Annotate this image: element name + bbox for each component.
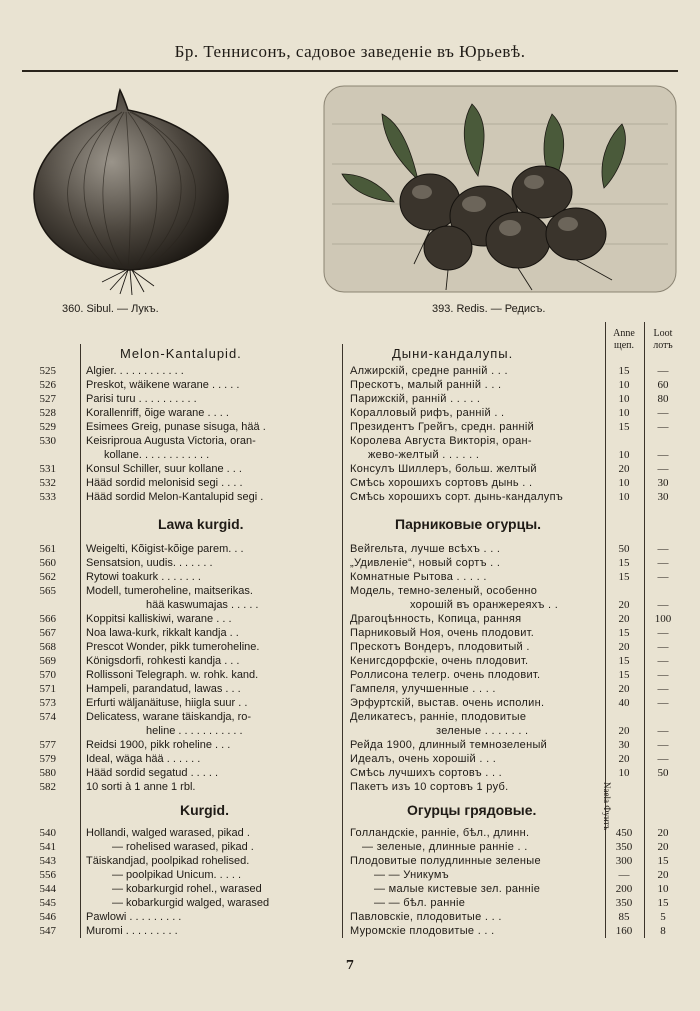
price-loot: — — [657, 627, 669, 639]
item-number: 540 — [39, 827, 56, 839]
price-loot: 100 — [654, 613, 672, 625]
item-name-est: Täiskandjad, poolpikad rohelised. — [86, 855, 250, 867]
item-name-rus: Рейда 1900, длинный темнозеленый — [350, 739, 548, 751]
table-row — [0, 612, 700, 626]
price-loot: — — [657, 463, 669, 475]
price-anne: 300 — [615, 855, 633, 867]
col-loot-header — [648, 328, 678, 352]
table-row — [0, 626, 700, 640]
table-row — [0, 640, 700, 654]
item-name-est: — kobarkurgid walged, warased — [112, 897, 270, 909]
price-loot: — — [657, 669, 669, 681]
item-name-est: Königsdorfi, rohkesti kandja . . . — [86, 655, 240, 667]
item-name-rus: Коралловый рифъ, ранній . . — [350, 407, 505, 419]
item-name-est: Hääd sordid segatud . . . . . — [86, 767, 219, 779]
price-anne: 20 — [618, 683, 630, 695]
table-row — [0, 826, 700, 840]
item-name-est: Sensatsion, uudis. . . . . . . — [86, 557, 213, 569]
table-row — [0, 570, 700, 584]
item-number: 567 — [39, 627, 56, 639]
table-row — [0, 598, 700, 612]
table-row — [0, 584, 700, 598]
price-anne: 20 — [618, 641, 630, 653]
price-anne: 350 — [615, 897, 633, 909]
item-name-rus: Прескотъ, малый ранній . . . — [350, 379, 502, 391]
item-name-rus: — — Уникумъ — [374, 869, 449, 881]
section-title-kurgid-est: Kurgid. — [180, 802, 229, 818]
table-row — [0, 724, 700, 738]
table-row — [0, 364, 700, 378]
item-number: 530 — [39, 435, 56, 447]
item-name-rus: Королева Августа Викторія, оран- — [350, 435, 532, 447]
item-name-rus: Парниковый Ноя, очень плодовит. — [350, 627, 535, 639]
price-loot: 60 — [657, 379, 669, 391]
item-number: 561 — [39, 543, 56, 555]
price-anne: 350 — [615, 841, 633, 853]
item-number: 529 — [39, 421, 56, 433]
item-name-rus: — — бѣл. ранніе — [374, 897, 466, 909]
item-name-est: Hääd sordid Melon-Kantalupid segi . — [86, 491, 264, 503]
price-anne: — — [618, 869, 630, 881]
item-number: 527 — [39, 393, 56, 405]
table-row — [0, 780, 700, 794]
item-number: 544 — [39, 883, 56, 895]
item-name-est: Reidsi 1900, pikk roheline . . . — [86, 739, 231, 751]
item-name-est: Pawlowi . . . . . . . . . — [86, 911, 182, 923]
item-name-est: — poolpikad Unicum. . . . . — [112, 869, 241, 881]
item-name-rus: Голландскіе, ранніе, бѣл., длинн. — [350, 827, 530, 839]
item-name-est: Noa lawa-kurk, rikkalt kandja . . — [86, 627, 239, 639]
item-name-rus: зеленые . . . . . . . — [436, 725, 529, 737]
item-name-rus: — зеленые, длинные ранніе . . — [362, 841, 528, 853]
radish-illustration — [322, 84, 678, 294]
price-anne: 20 — [618, 725, 630, 737]
item-name-rus: Роллисона телегр. очень плодовит. — [350, 669, 541, 681]
item-name-rus: Пакетъ изъ 10 сортовъ 1 руб. — [350, 781, 509, 793]
price-anne: 15 — [618, 669, 630, 681]
col-anne-header — [606, 328, 642, 352]
table-row — [0, 766, 700, 780]
price-anne: 20 — [618, 599, 630, 611]
price-loot: — — [657, 599, 669, 611]
item-number: 571 — [39, 683, 56, 695]
price-anne: 15 — [618, 627, 630, 639]
item-number: 582 — [39, 781, 56, 793]
price-anne: 10 — [618, 767, 630, 779]
item-name-est: Esimees Greig, punase sisuga, hää . — [86, 421, 266, 433]
item-name-rus: Муромскіе плодовитые . . . — [350, 925, 495, 937]
item-name-rus: жево-желтый . . . . . . — [368, 449, 480, 461]
table-row — [0, 910, 700, 924]
price-anne: 10 — [618, 393, 630, 405]
price-anne: 40 — [618, 697, 630, 709]
item-name-est: Muromi . . . . . . . . . — [86, 925, 178, 937]
section-title-melon-rus: Дыни-кандалупы. — [392, 346, 514, 361]
table-row — [0, 406, 700, 420]
item-number: 565 — [39, 585, 56, 597]
table-row — [0, 542, 700, 556]
item-name-est: Rollissoni Telegraph. w. rohk. kand. — [86, 669, 259, 681]
table-row — [0, 752, 700, 766]
item-name-est: kollane. . . . . . . . . . . . — [104, 449, 210, 461]
item-number: 528 — [39, 407, 56, 419]
item-number: 580 — [39, 767, 56, 779]
price-anne: 20 — [618, 613, 630, 625]
price-loot: 50 — [657, 767, 669, 779]
price-anne: 85 — [618, 911, 630, 923]
item-number: 531 — [39, 463, 56, 475]
item-name-est: — rohelised warased, pikad . — [112, 841, 254, 853]
price-loot: 30 — [657, 491, 669, 503]
item-name-est: Ideal, wäga hää . . . . . . — [86, 753, 201, 765]
item-number: 579 — [39, 753, 56, 765]
price-loot: — — [657, 407, 669, 419]
onion-caption: 360. Sibul. — Лукъ. — [62, 303, 159, 315]
price-anne: 50 — [618, 543, 630, 555]
item-name-est: hää kaswumajas . . . . . — [146, 599, 259, 611]
table-row — [0, 462, 700, 476]
table-row — [0, 434, 700, 448]
table-row — [0, 710, 700, 724]
price-anne: 15 — [618, 421, 630, 433]
item-name-rus: Гампеля, улучшенные . . . . — [350, 683, 496, 695]
price-loot: — — [657, 697, 669, 709]
item-number: 577 — [39, 739, 56, 751]
item-number: 533 — [39, 491, 56, 503]
price-loot: 20 — [657, 869, 669, 881]
page-number: 7 — [345, 958, 355, 972]
table-row — [0, 868, 700, 882]
item-number: 569 — [39, 655, 56, 667]
item-name-rus: Комнатные Рытова . . . . . — [350, 571, 487, 583]
item-number: 566 — [39, 613, 56, 625]
price-loot: — — [657, 543, 669, 555]
item-name-rus: Алжирскій, средне ранній . . . — [350, 365, 508, 377]
table-row — [0, 490, 700, 504]
price-anne: 10 — [618, 407, 630, 419]
item-name-est: Parisi turu . . . . . . . . . . — [86, 393, 197, 405]
table-row — [0, 882, 700, 896]
item-name-est: Rytowi toakurk . . . . . . . — [86, 571, 201, 583]
item-name-est: Koppitsi kalliskiwi, warane . . . — [86, 613, 232, 625]
price-loot: 10 — [657, 883, 669, 895]
onion-illustration — [20, 82, 240, 297]
item-number: 556 — [39, 869, 56, 881]
item-name-rus: Идеалъ, очень хорошій . . . — [350, 753, 497, 765]
price-anne: 450 — [615, 827, 633, 839]
price-loot: — — [657, 683, 669, 695]
section-title-kurgid-rus: Огурцы грядовые. — [407, 802, 537, 818]
item-name-est: Prescot Wonder, pikk tumeroheline. — [86, 641, 260, 653]
price-loot: 15 — [657, 897, 669, 909]
item-name-est: — kobarkurgid rohel., warased — [112, 883, 262, 895]
price-loot: — — [657, 753, 669, 765]
price-loot: 8 — [660, 925, 666, 937]
price-anne: 15 — [618, 365, 630, 377]
item-name-est: Weigelti, Kõigist-kõige parem. . . — [86, 543, 244, 555]
item-number: 573 — [39, 697, 56, 709]
item-number: 532 — [39, 477, 56, 489]
item-name-est: Hääd sordid melonisid segi . . . . — [86, 477, 243, 489]
price-anne: 160 — [615, 925, 633, 937]
item-name-rus: Вейгельта, лучше всѣхъ . . . — [350, 543, 501, 555]
section-title-lawa-rus: Парниковые огурцы. — [395, 516, 542, 532]
price-loot: 80 — [657, 393, 669, 405]
price-loot: — — [657, 557, 669, 569]
item-name-rus: Эрфуртскій, выстав. очень исполин. — [350, 697, 545, 709]
item-name-rus: — малые кистевые зел. ранніе — [374, 883, 541, 895]
price-anne: 30 — [618, 739, 630, 751]
item-name-est: Keisriproua Augusta Victoria, oran- — [86, 435, 256, 447]
price-loot: — — [657, 655, 669, 667]
item-name-est: Preskot, wäikene warane . . . . . — [86, 379, 240, 391]
item-name-rus: Кенигсдорфскіе, очень плодовит. — [350, 655, 529, 667]
item-name-rus: Прескотъ Вондеръ, плодовитый . — [350, 641, 530, 653]
table-row — [0, 854, 700, 868]
table-row — [0, 378, 700, 392]
price-loot: — — [657, 449, 669, 461]
item-number: 574 — [39, 711, 56, 723]
item-name-est: Erfurti wäljanäituse, hiigla suur . . — [86, 697, 248, 709]
price-loot: — — [657, 421, 669, 433]
item-number: 543 — [39, 855, 56, 867]
price-anne: 15 — [618, 571, 630, 583]
item-name-rus: Смѣсь хорошихъ сортовъ дынь . . — [350, 477, 533, 489]
item-name-est: heline . . . . . . . . . . . — [146, 725, 243, 737]
item-name-est: Delicatess, warane täiskandja, ro- — [86, 711, 252, 723]
item-number: 546 — [39, 911, 56, 923]
col-loot-label: Loot — [653, 328, 673, 339]
col-anne-label: Anne — [613, 328, 635, 339]
item-name-rus: Деликатесъ, ранніе, плодовитые — [350, 711, 527, 723]
col-anne-sub: щеп. — [614, 340, 634, 351]
price-loot: — — [657, 725, 669, 737]
table-row — [0, 392, 700, 406]
price-anne: 15 — [618, 557, 630, 569]
item-name-est: Korallenriff, õige warane . . . . — [86, 407, 229, 419]
table-row — [0, 682, 700, 696]
table-row — [0, 896, 700, 910]
table-row — [0, 668, 700, 682]
price-anne: 10 — [618, 491, 630, 503]
item-name-rus: Президентъ Грейгъ, средн. ранній — [350, 421, 535, 433]
radish-caption: 393. Redis. — Редисъ. — [432, 303, 546, 315]
item-name-rus: Модель, темно-зеленый, особенно — [350, 585, 538, 597]
item-name-rus: хорошій въ оранжереяхъ . . — [410, 599, 559, 611]
header-rule — [22, 70, 678, 72]
col-loot-sub: лотъ — [653, 340, 673, 351]
naela-column-label: Naela Фунтъ — [602, 782, 612, 831]
table-row — [0, 556, 700, 570]
price-loot: — — [657, 641, 669, 653]
item-name-rus: Парижскій, ранній . . . . . — [350, 393, 481, 405]
price-loot: — — [657, 365, 669, 377]
item-number: 525 — [39, 365, 56, 377]
price-anne: 200 — [615, 883, 633, 895]
item-name-rus: Плодовитые полудлинные зеленые — [350, 855, 541, 867]
item-name-rus: Смѣсь хорошихъ сорт. дынь-кандалупъ — [350, 491, 564, 503]
price-anne: 10 — [618, 379, 630, 391]
table-row — [0, 924, 700, 938]
item-name-rus: Драгоцѣнность, Копица, ранняя — [350, 613, 522, 625]
table-row — [0, 476, 700, 490]
item-name-est: Algier. . . . . . . . . . . . — [86, 365, 184, 377]
section-title-lawa-est: Lawa kurgid. — [158, 516, 244, 532]
item-number: 560 — [39, 557, 56, 569]
item-number: 562 — [39, 571, 56, 583]
item-number: 545 — [39, 897, 56, 909]
price-loot: 15 — [657, 855, 669, 867]
price-anne: 20 — [618, 463, 630, 475]
item-name-est: Konsul Schiller, suur kollane . . . — [86, 463, 242, 475]
section-title-melon-est: Melon-Kantalupid. — [120, 346, 242, 361]
table-row — [0, 696, 700, 710]
item-name-est: Modell, tumeroheline, maitserikas. — [86, 585, 253, 597]
price-anne: 15 — [618, 655, 630, 667]
item-number: 526 — [39, 379, 56, 391]
price-anne: 10 — [618, 449, 630, 461]
table-row — [0, 840, 700, 854]
price-loot: 30 — [657, 477, 669, 489]
item-name-rus: Павловскіе, плодовитые . . . — [350, 911, 502, 923]
item-number: 568 — [39, 641, 56, 653]
item-name-est: 10 sorti à 1 anne 1 rbl. — [86, 781, 196, 793]
item-name-rus: Консулъ Шиллеръ, больш. желтый — [350, 463, 537, 475]
price-loot: — — [657, 571, 669, 583]
item-number: 547 — [39, 925, 56, 937]
price-loot: 20 — [657, 827, 669, 839]
price-loot: 5 — [660, 911, 666, 923]
item-number: 570 — [39, 669, 56, 681]
item-name-rus: Смѣсь лучшихъ сортовъ . . . — [350, 767, 503, 779]
table-row — [0, 420, 700, 434]
price-anne: 10 — [618, 477, 630, 489]
item-name-est: Hampeli, parandatud, lawas . . . — [86, 683, 241, 695]
price-loot: — — [657, 739, 669, 751]
price-anne: 20 — [618, 753, 630, 765]
item-number: 541 — [39, 841, 56, 853]
item-name-rus: „Удивленіе“, новый сортъ . . — [350, 557, 501, 569]
page-header: Бр. Теннисонъ, садовое заведеніе въ Юрьевѣ. — [174, 42, 526, 61]
table-row — [0, 738, 700, 752]
item-name-est: Hollandi, walged warased, pikad . — [86, 827, 250, 839]
table-row — [0, 654, 700, 668]
price-loot: 20 — [657, 841, 669, 853]
table-row — [0, 448, 700, 462]
